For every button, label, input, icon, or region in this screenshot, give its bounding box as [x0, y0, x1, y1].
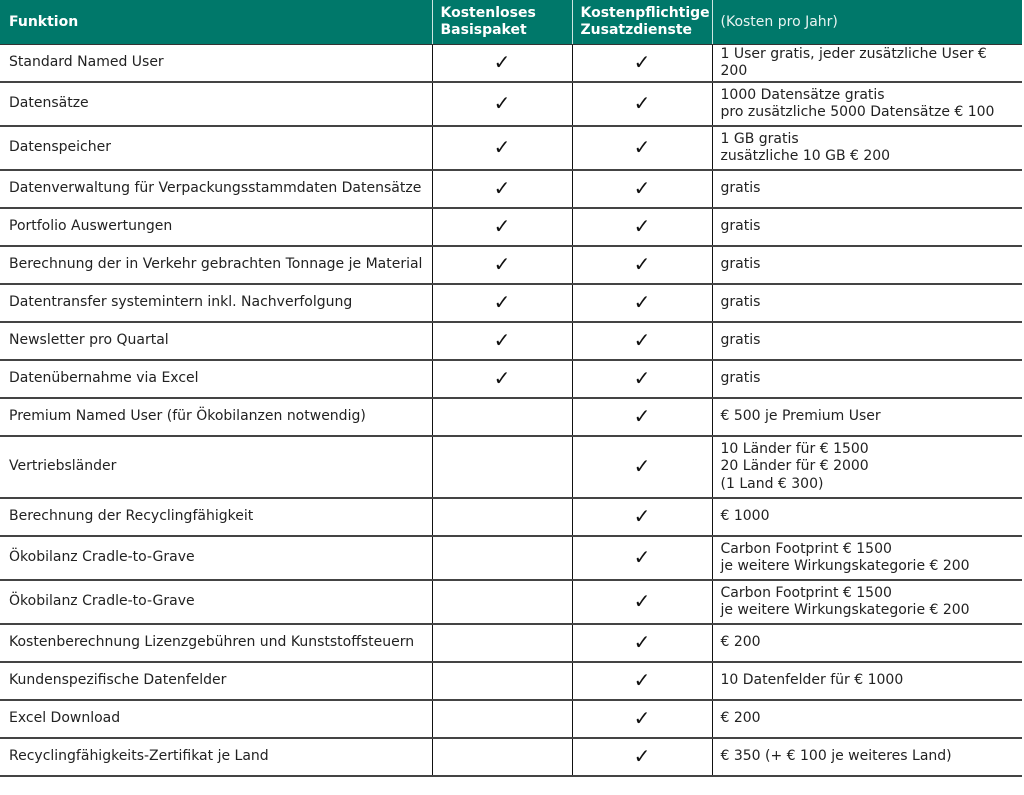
zusatzdienste-cell: [572, 322, 712, 360]
basispaket-cell: [432, 700, 572, 738]
zusatzdienste-cell: [572, 82, 712, 126]
checkmark-icon: ✓: [633, 328, 651, 353]
kosten-line: 1000 Datensätze gratis: [720, 86, 885, 103]
funktion-cell: Ökobilanz Cradle-to-Grave: [0, 536, 432, 580]
header-kosten: (Kosten pro Jahr): [712, 0, 1022, 45]
checkmark-icon: ✓: [633, 706, 651, 731]
basispaket-cell: [432, 322, 572, 360]
kosten-cell: [712, 322, 1022, 360]
table-row: [0, 284, 1022, 322]
table-row: [0, 170, 1022, 208]
kosten-line: 1 User gratis, jeder zusätzliche User € 200: [720, 45, 987, 79]
header-basispaket: Kostenloses Basispaket: [432, 0, 572, 45]
checkmark-icon: ✓: [493, 176, 511, 201]
zusatzdienste-cell: [572, 498, 712, 536]
kosten-cell: [712, 360, 1022, 398]
table-body: [0, 45, 1022, 777]
kosten-cell: [712, 45, 1022, 83]
checkmark-icon: ✓: [633, 589, 651, 614]
funktion-cell: Portfolio Auswertungen: [0, 208, 432, 246]
table-row: [0, 322, 1022, 360]
checkmark-icon: ✓: [633, 404, 651, 429]
table-row: [0, 700, 1022, 738]
table-row: [0, 738, 1022, 776]
zusatzdienste-cell: [572, 662, 712, 700]
checkmark-icon: ✓: [633, 252, 651, 277]
checkmark-icon: ✓: [633, 504, 651, 529]
checkmark-icon: ✓: [633, 366, 651, 391]
table-row: [0, 398, 1022, 436]
funktion-cell: Ökobilanz Cradle-to-Grave: [0, 580, 432, 624]
kosten-line: € 200: [720, 634, 761, 651]
checkmark-icon: ✓: [633, 290, 651, 315]
table-row: [0, 436, 1022, 498]
header-row: [0, 0, 1022, 45]
funktion-cell: Berechnung der in Verkehr gebrachten Tonnage je Material: [0, 246, 432, 284]
kosten-line: je weitere Wirkungskategorie € 200: [720, 602, 970, 618]
funktion-cell: Kostenberechnung Lizenzgebühren und Kunststoffsteuern: [0, 624, 432, 662]
kosten-line: € 350 (+ € 100 je weiteres Land): [720, 748, 952, 765]
kosten-line: Carbon Footprint € 1500: [720, 540, 892, 557]
basispaket-cell: [432, 624, 572, 662]
zusatzdienste-cell: [572, 624, 712, 662]
table-row: [0, 246, 1022, 284]
funktion-cell: Datenspeicher: [0, 126, 432, 170]
checkmark-icon: ✓: [633, 668, 651, 693]
kosten-line: 1 GB gratis: [720, 130, 799, 147]
zusatzdienste-cell: [572, 536, 712, 580]
checkmark-icon: ✓: [633, 135, 651, 160]
basispaket-cell: [432, 398, 572, 436]
checkmark-icon: ✓: [493, 50, 511, 75]
kosten-cell: [712, 738, 1022, 776]
kosten-cell: [712, 398, 1022, 436]
basispaket-cell: [432, 82, 572, 126]
basispaket-cell: [432, 208, 572, 246]
zusatzdienste-cell: [572, 436, 712, 498]
checkmark-icon: ✓: [633, 454, 651, 479]
basispaket-cell: [432, 536, 572, 580]
kosten-line: gratis: [720, 294, 761, 311]
kosten-line: pro zusätzliche 5000 Datensätze € 100: [720, 104, 995, 120]
kosten-line: gratis: [720, 256, 761, 273]
header-funktion: Funktion: [0, 0, 432, 45]
kosten-cell: [712, 126, 1022, 170]
kosten-line: € 200: [720, 710, 761, 727]
kosten-line: € 1000: [720, 508, 770, 525]
checkmark-icon: ✓: [633, 545, 651, 570]
basispaket-cell: [432, 284, 572, 322]
zusatzdienste-cell: [572, 738, 712, 776]
zusatzdienste-cell: [572, 700, 712, 738]
funktion-cell: Datensätze: [0, 82, 432, 126]
zusatzdienste-cell: [572, 170, 712, 208]
basispaket-cell: [432, 45, 572, 83]
checkmark-icon: ✓: [633, 176, 651, 201]
checkmark-icon: ✓: [493, 135, 511, 160]
table-row: [0, 662, 1022, 700]
kosten-cell: [712, 170, 1022, 208]
funktion-cell: Berechnung der Recyclingfähigkeit: [0, 498, 432, 536]
zusatzdienste-cell: [572, 208, 712, 246]
basispaket-cell: [432, 170, 572, 208]
zusatzdienste-cell: [572, 246, 712, 284]
funktion-cell: Datenübernahme via Excel: [0, 360, 432, 398]
kosten-cell: [712, 246, 1022, 284]
kosten-cell: [712, 284, 1022, 322]
checkmark-icon: ✓: [633, 744, 651, 769]
checkmark-icon: ✓: [493, 214, 511, 239]
checkmark-icon: ✓: [633, 50, 651, 75]
table-row: [0, 360, 1022, 398]
kosten-cell: [712, 498, 1022, 536]
kosten-cell: [712, 624, 1022, 662]
kosten-line: € 500 je Premium User: [720, 408, 881, 425]
basispaket-cell: [432, 662, 572, 700]
kosten-cell: [712, 580, 1022, 624]
basispaket-cell: [432, 436, 572, 498]
kosten-line: gratis: [720, 218, 761, 235]
kosten-cell: [712, 662, 1022, 700]
table-row: [0, 498, 1022, 536]
funktion-cell: Kundenspezifische Datenfelder: [0, 662, 432, 700]
basispaket-cell: [432, 126, 572, 170]
zusatzdienste-cell: [572, 45, 712, 83]
checkmark-icon: ✓: [633, 630, 651, 655]
funktion-cell: Datentransfer systemintern inkl. Nachverfolgung: [0, 284, 432, 322]
zusatzdienste-cell: [572, 398, 712, 436]
kosten-cell: [712, 436, 1022, 498]
kosten-line: gratis: [720, 332, 761, 349]
kosten-cell: [712, 208, 1022, 246]
basispaket-cell: [432, 738, 572, 776]
funktion-cell: Premium Named User (für Ökobilanzen notwendig): [0, 398, 432, 436]
kosten-line: 10 Länder für € 1500: [720, 440, 869, 457]
kosten-cell: [712, 82, 1022, 126]
kosten-line: 20 Länder für € 2000: [720, 458, 869, 475]
zusatzdienste-cell: [572, 580, 712, 624]
checkmark-icon: ✓: [493, 252, 511, 277]
checkmark-icon: ✓: [493, 328, 511, 353]
basispaket-cell: [432, 498, 572, 536]
checkmark-icon: ✓: [493, 290, 511, 315]
table-row: [0, 536, 1022, 580]
funktion-cell: Vertriebsländer: [0, 436, 432, 498]
kosten-line: je weitere Wirkungskategorie € 200: [720, 558, 970, 574]
zusatzdienste-cell: [572, 284, 712, 322]
kosten-line: gratis: [720, 370, 761, 387]
kosten-line: Carbon Footprint € 1500: [720, 584, 892, 601]
kosten-cell: [712, 536, 1022, 580]
funktion-cell: Datenverwaltung für Verpackungsstammdaten Datensätze: [0, 170, 432, 208]
header-zusatzdienste: Kostenpflichtige Zusatzdienste: [572, 0, 712, 45]
zusatzdienste-cell: [572, 126, 712, 170]
funktion-cell: Excel Download: [0, 700, 432, 738]
basispaket-cell: [432, 246, 572, 284]
kosten-line: 10 Datenfelder für € 1000: [720, 672, 904, 689]
table-row: [0, 82, 1022, 126]
checkmark-icon: ✓: [493, 91, 511, 116]
kosten-line: gratis: [720, 180, 761, 197]
kosten-line: zusätzliche 10 GB € 200: [720, 148, 891, 164]
table-row: [0, 208, 1022, 246]
basispaket-cell: [432, 360, 572, 398]
funktion-cell: Standard Named User: [0, 45, 432, 83]
checkmark-icon: ✓: [633, 214, 651, 239]
table-row: [0, 45, 1022, 83]
basispaket-cell: [432, 580, 572, 624]
table-row: [0, 580, 1022, 624]
zusatzdienste-cell: [572, 360, 712, 398]
table-row: [0, 624, 1022, 662]
table-row: [0, 126, 1022, 170]
funktion-cell: Recyclingfähigkeits-Zertifikat je Land: [0, 738, 432, 776]
kosten-line: (1 Land € 300): [720, 475, 824, 492]
funktion-cell: Newsletter pro Quartal: [0, 322, 432, 360]
checkmark-icon: ✓: [493, 366, 511, 391]
checkmark-icon: ✓: [633, 91, 651, 116]
kosten-cell: [712, 700, 1022, 738]
